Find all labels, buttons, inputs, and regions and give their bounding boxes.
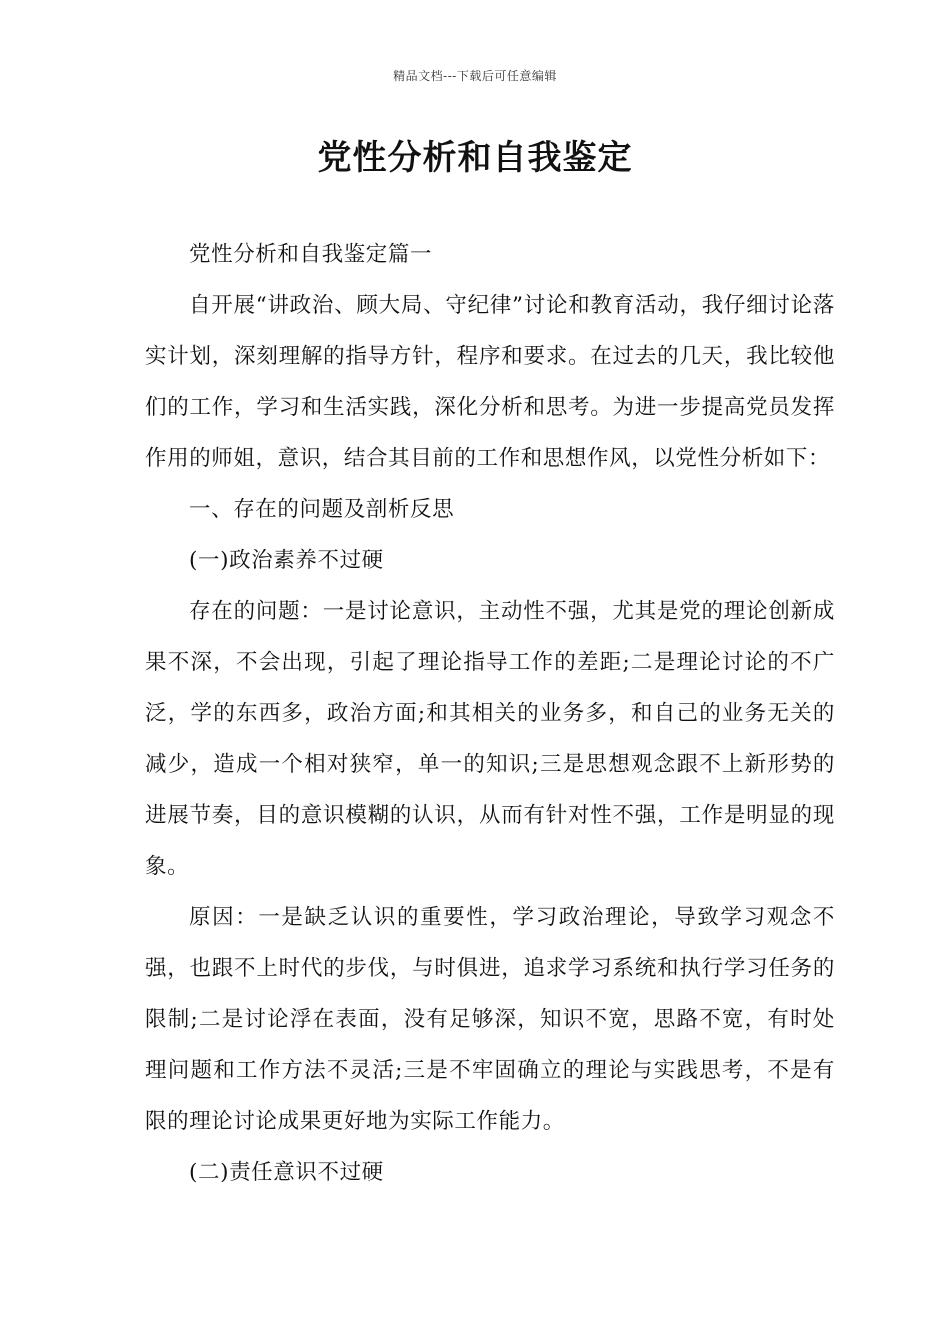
document-body [145, 229, 835, 1198]
document-title: 党性分析和自我鉴定 [317, 138, 633, 178]
header-note: 精品文档---下载后可任意编辑 [393, 69, 557, 83]
section-heading: 党性分析和自我鉴定篇一 [189, 242, 433, 267]
subsection-heading: (二)责任意识不过硬 [189, 1160, 384, 1185]
body-paragraph: 自开展“讲政治、顾大局、守纪律”讨论和教育活动，我仔细讨论落实计划，深刻理解的指导方针，程序和要求。在过去的几天，我比较他们的工作，学习和生活实践，深化分析和思考。为进一步提高党员发挥作用的师姐，意识，结合其目前的工作和思想作风，以党性分析如下： [145, 293, 835, 471]
section-heading: 一、存在的问题及剖析反思 [189, 497, 455, 522]
body-paragraph: 存在的问题：一是讨论意识，主动性不强，尤其是党的理论创新成果不深，不会出现，引起了理论指导工作的差距;二是理论讨论的不广泛，学的东西多，政治方面;和其相关的业务多，和自己的业务无关的减少，造成一个相对狭窄，单一的知识;三是思想观念跟不上新形势的进展节奏，目的意识模糊的认识，从而有针对性不强，工作是明显的现象。 [145, 599, 835, 879]
body-paragraph: 原因：一是缺乏认识的重要性，学习政治理论，导致学习观念不强，也跟不上时代的步伐，与时俱进，追求学习系统和执行学习任务的限制;二是讨论浮在表面，没有足够深，知识不宽，思路不宽，有时处理问题和工作方法不灵活;三是不牢固确立的理论与实践思考，不是有限的理论讨论成果更好地为实际工作能力。 [145, 905, 835, 1134]
subsection-heading: (一)政治素养不过硬 [189, 548, 384, 573]
